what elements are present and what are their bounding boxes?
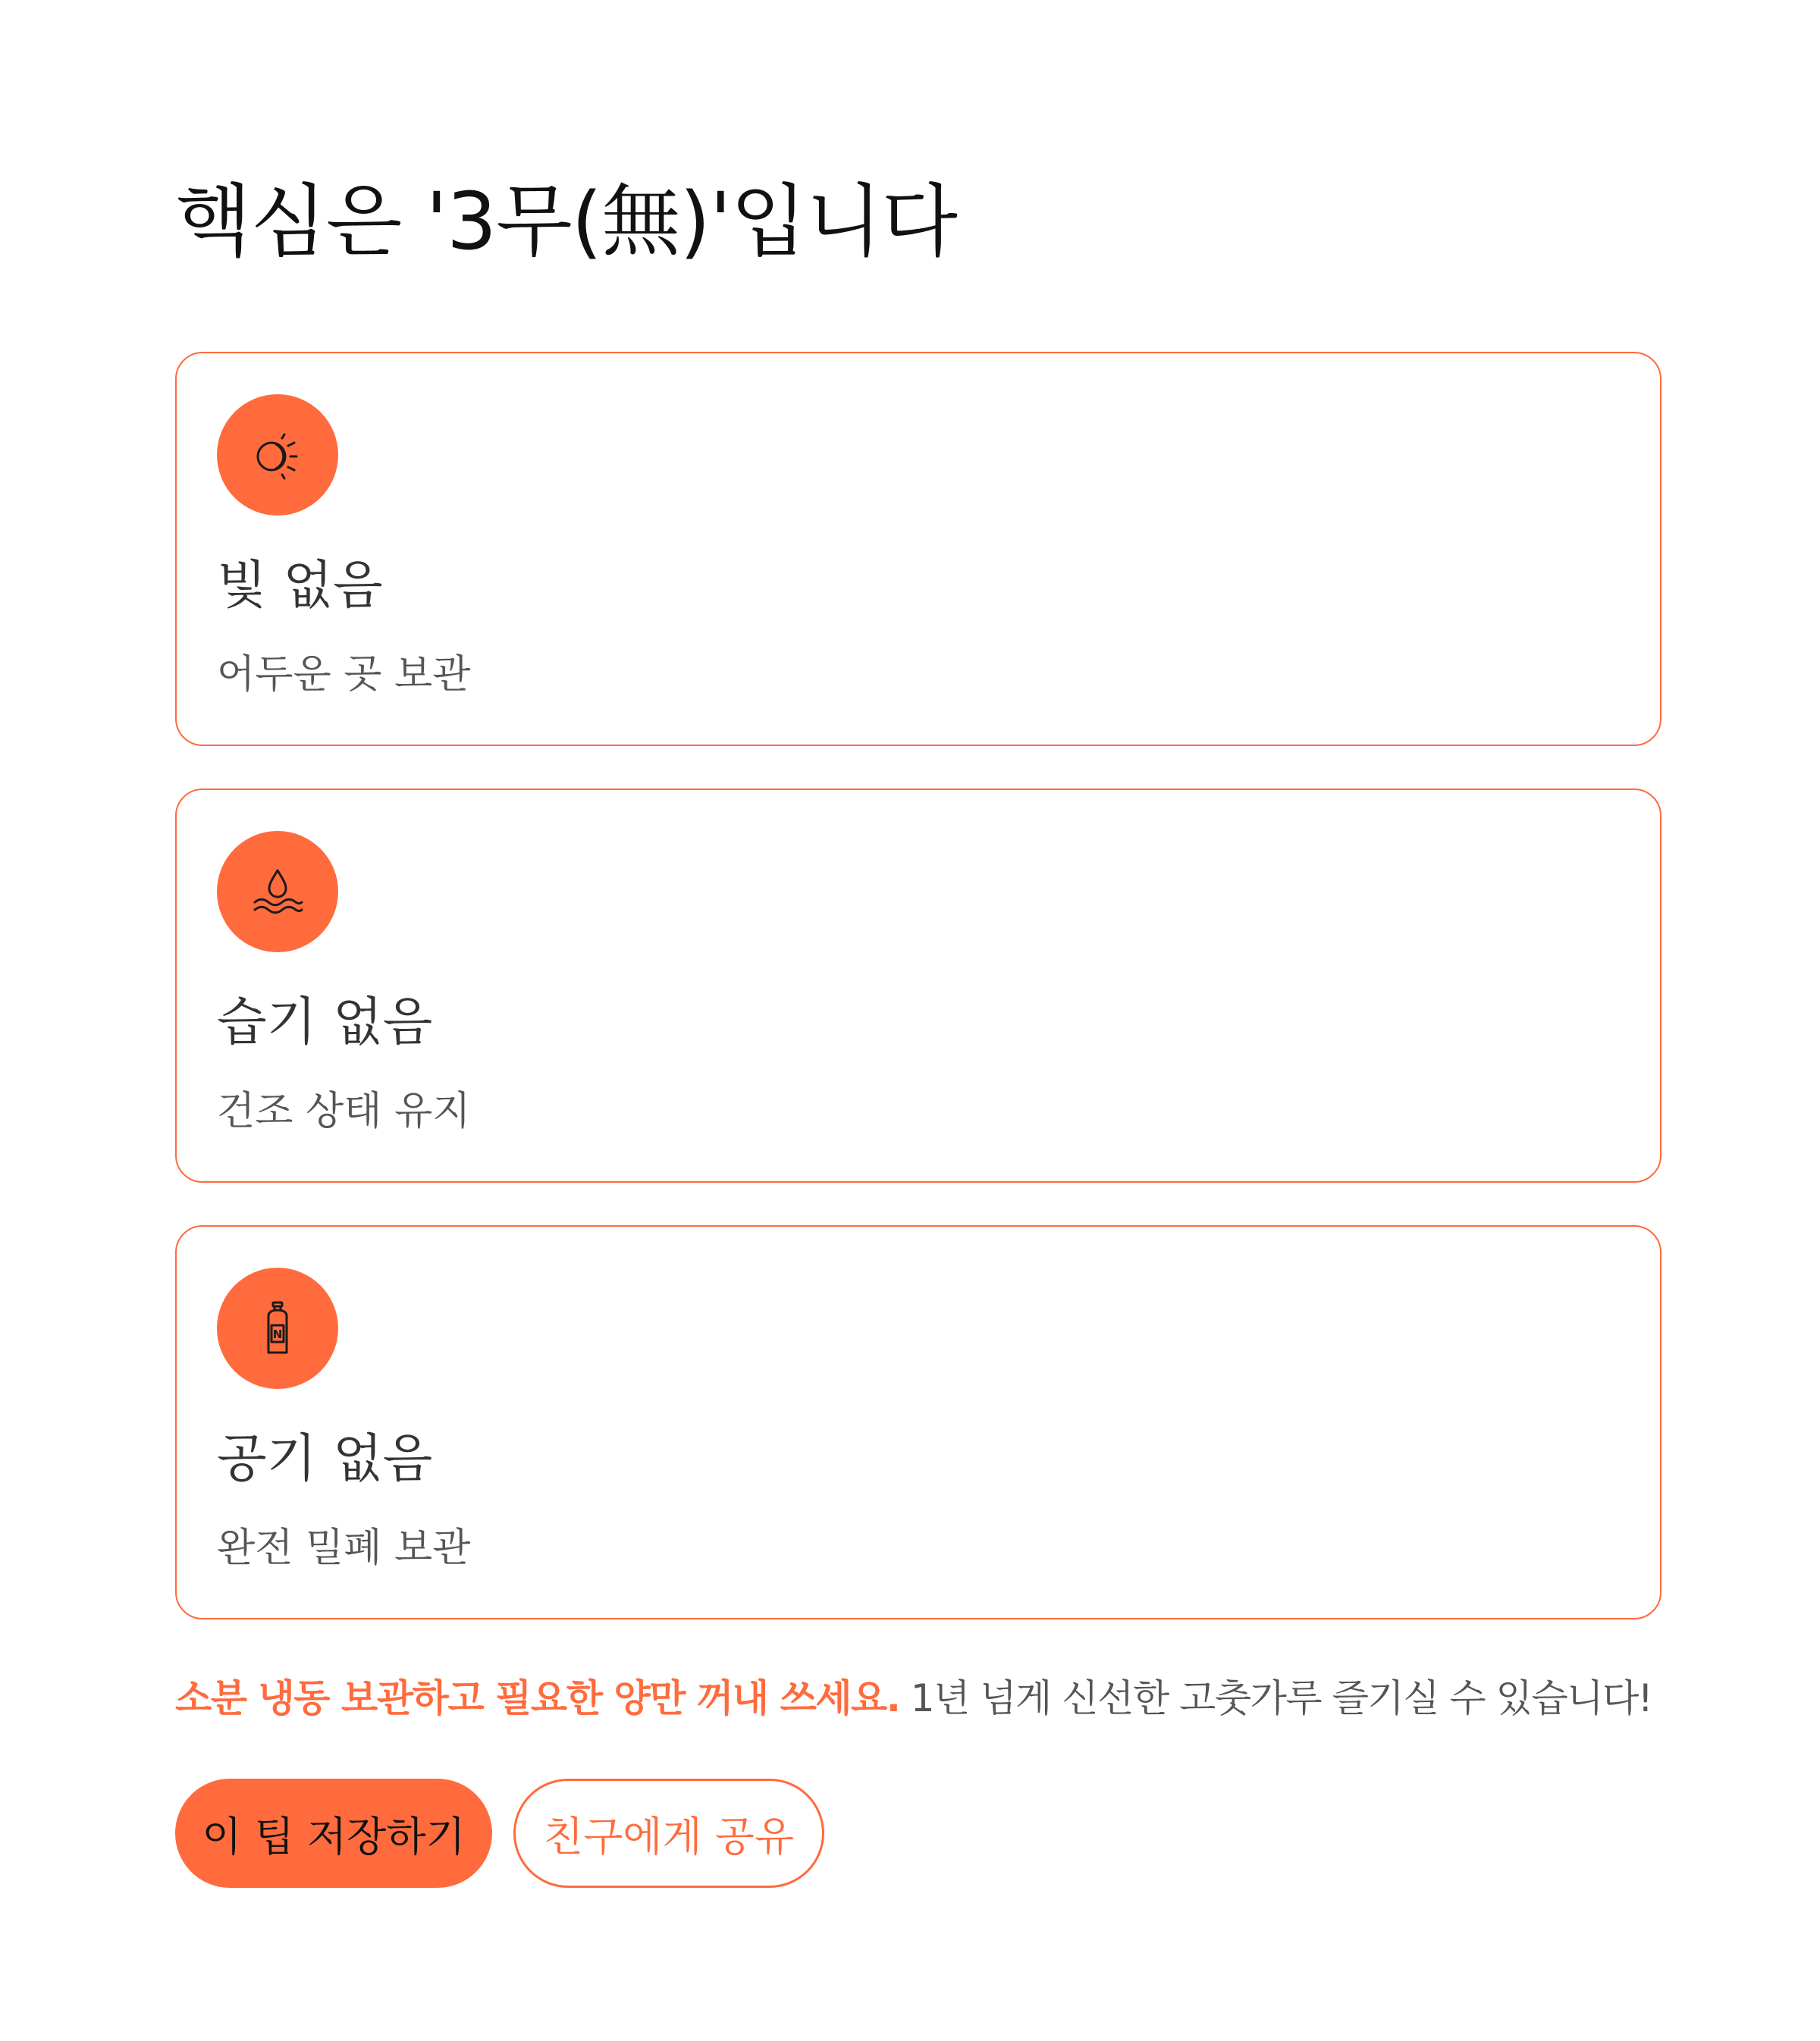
save-tip-button[interactable]: 이 팁 저장하기 (175, 1779, 492, 1888)
card-description: 건조 상태 유지 (217, 1089, 471, 1134)
card-title: 공기 없음 (217, 1429, 433, 1489)
card-title: 습기 없음 (217, 992, 433, 1052)
nitrogen-canister-icon (249, 1300, 306, 1357)
icon-badge (217, 1268, 338, 1389)
tip-text (175, 1668, 1652, 1729)
sun-icon (249, 426, 306, 484)
card-no-air (175, 1225, 1662, 1619)
tip-body: 1년 넘게 신선한 고춧가루 즐기실 수 있습니다! (899, 1676, 1652, 1720)
card-title: 빛 없음 (217, 556, 383, 616)
tip-highlight: 소분 냉동 보관하고 필요한 양만 꺼내 쓰세요. (175, 1676, 900, 1720)
svg-text:N: N (272, 1328, 283, 1341)
icon-badge (217, 394, 338, 516)
card-description: 어두운 곳 보관 (217, 652, 471, 698)
card-description: 완전 밀폐 보관 (217, 1525, 471, 1571)
page-title: 핵심은 '3무(無)'입니다 (175, 175, 957, 268)
card-no-moisture (175, 788, 1662, 1183)
share-button[interactable]: 친구에게 공유 (513, 1779, 824, 1888)
water-drop-icon (249, 863, 306, 920)
card-no-light (175, 352, 1662, 746)
icon-badge (217, 831, 338, 952)
action-buttons (175, 1779, 824, 1888)
